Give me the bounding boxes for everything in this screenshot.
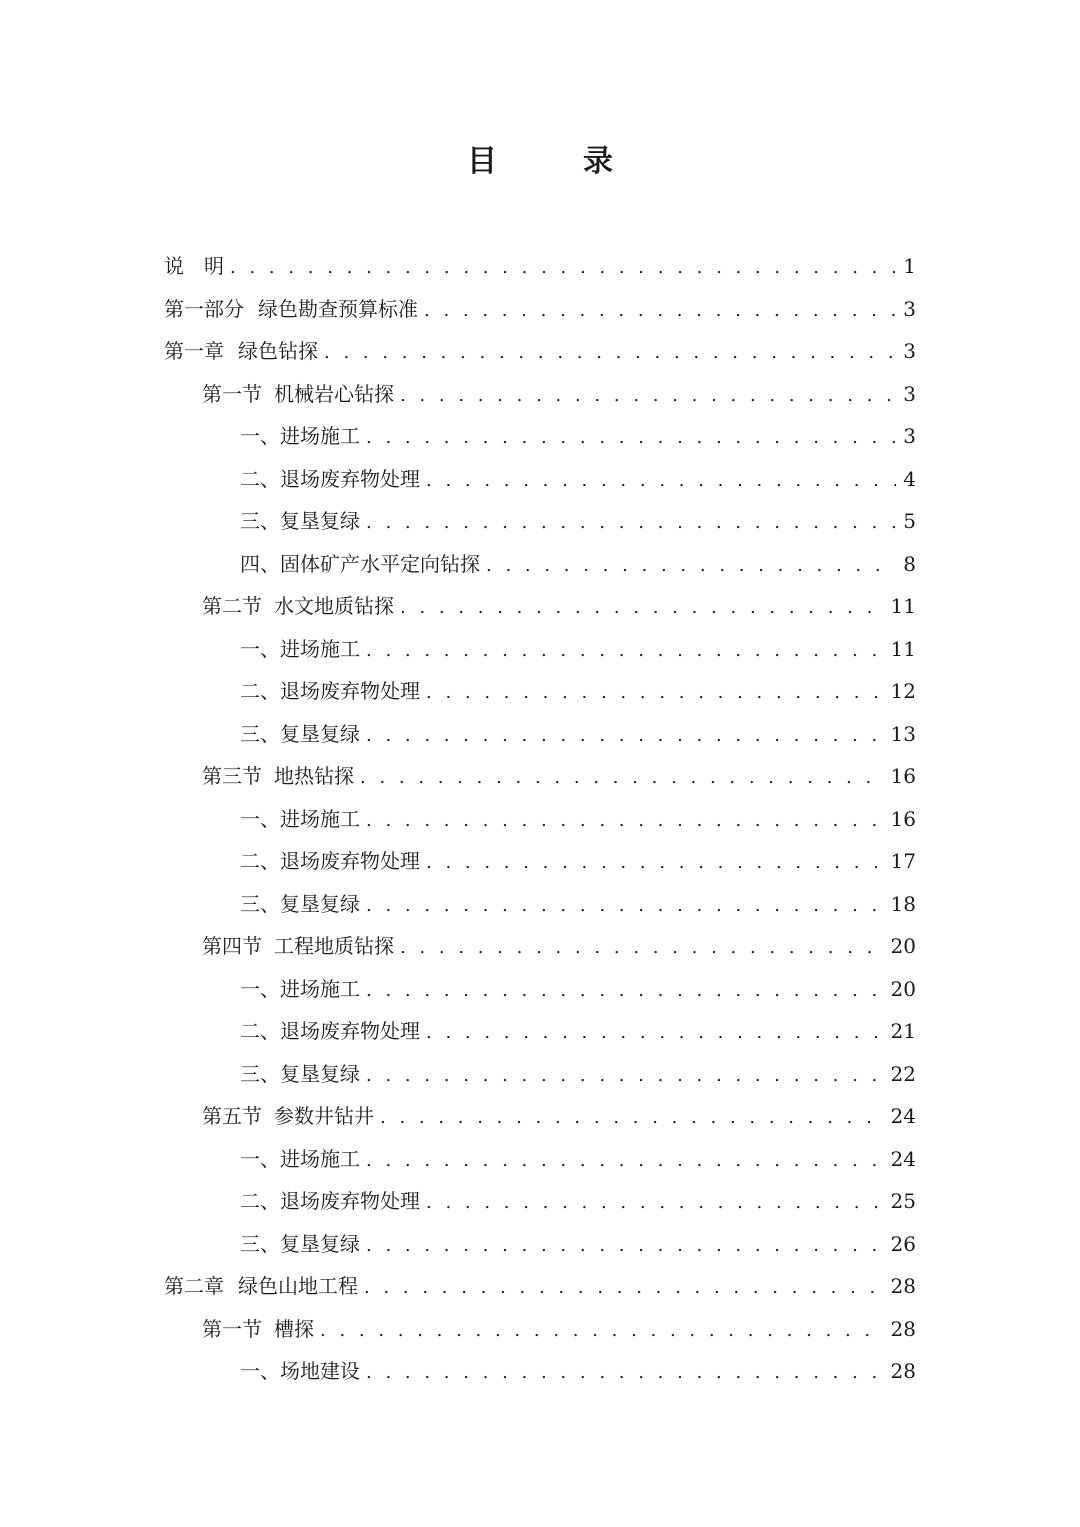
- toc-entry[interactable]: [164, 585, 916, 628]
- dot-leader: [400, 927, 885, 970]
- toc-entry-title: 槽探: [274, 1316, 314, 1341]
- toc-entry[interactable]: [164, 713, 916, 756]
- dot-leader: [380, 1097, 885, 1140]
- toc-entry-title: 水文地质钻探: [274, 594, 394, 618]
- toc-entry-number: 第一节: [202, 1316, 262, 1341]
- dot-leader: [400, 587, 885, 630]
- toc-entry-title: 绿色山地工程: [238, 1274, 358, 1298]
- toc-entry-page: 24: [890, 1146, 916, 1171]
- dot-leader: [426, 460, 896, 503]
- toc-entry-number: 二、: [240, 679, 280, 703]
- toc-entry-title: 绿色钻探: [238, 339, 318, 363]
- toc-entry-page: 1: [903, 254, 916, 278]
- toc-entry-page: 16: [890, 806, 916, 831]
- toc-entry-title: 退场废弃物处理: [280, 466, 420, 491]
- dot-leader: [366, 1055, 885, 1098]
- toc-entry-title: 进场施工: [280, 1146, 360, 1171]
- toc-entry-number: 第五节: [202, 1104, 262, 1128]
- toc-entry-title: 退场废弃物处理: [280, 679, 420, 703]
- toc-entry-title: 机械岩心钻探: [274, 381, 394, 406]
- toc-entry[interactable]: [164, 670, 916, 713]
- toc-entry-title: 复垦复绿: [280, 891, 360, 916]
- toc-entry[interactable]: [164, 288, 916, 331]
- toc-entry-title: 复垦复绿: [280, 1231, 360, 1256]
- dot-leader: [366, 715, 885, 758]
- toc-entry-page: 11: [890, 594, 916, 618]
- dot-leader: [426, 842, 885, 885]
- toc-entry-page: 4: [903, 466, 916, 491]
- toc-entry-number: 三、: [240, 1231, 280, 1256]
- toc-entry-number: 三、: [240, 891, 280, 916]
- toc-entry[interactable]: [164, 1180, 916, 1223]
- toc-entry[interactable]: [164, 1010, 916, 1053]
- dot-leader: [400, 375, 896, 418]
- toc-entry-number: 一、: [240, 424, 280, 448]
- toc-entry-title: 进场施工: [280, 424, 360, 448]
- toc-entry-title: 进场施工: [280, 636, 360, 661]
- toc-entry-number: 第四节: [202, 934, 262, 958]
- toc-entry-title: 复垦复绿: [280, 1061, 360, 1086]
- toc-entry-page: 13: [890, 721, 916, 746]
- toc-entry-page: 18: [890, 891, 916, 916]
- toc-entry[interactable]: [164, 458, 916, 501]
- toc-entry-number: 第二节: [202, 594, 262, 618]
- toc-entry-number: 第三节: [202, 764, 262, 788]
- toc-entry[interactable]: [164, 1095, 916, 1138]
- toc-entry-title: 复垦复绿: [280, 721, 360, 746]
- toc-entry-page: 8: [903, 551, 916, 576]
- toc-entry-page: 28: [890, 1316, 916, 1341]
- dot-leader: [366, 1352, 885, 1395]
- toc-entry-title: 地热钻探: [274, 764, 354, 788]
- toc-entry-page: 22: [890, 1061, 916, 1086]
- toc-entry[interactable]: [164, 1308, 916, 1351]
- toc-entry-title: 退场废弃物处理: [280, 1189, 420, 1213]
- dot-leader: [426, 1182, 885, 1225]
- toc-entry[interactable]: [164, 500, 916, 543]
- toc-entry[interactable]: [164, 883, 916, 926]
- dot-leader: [360, 757, 885, 800]
- toc-entry-page: 26: [890, 1231, 916, 1256]
- page-title: 目 录: [467, 144, 641, 179]
- toc-entry-title: 参数井钻井: [274, 1104, 374, 1128]
- dot-leader: [366, 1225, 885, 1268]
- toc-entry-number: 四、: [240, 551, 280, 576]
- dot-leader: [426, 672, 885, 715]
- toc-entry-number: 三、: [240, 509, 280, 533]
- dot-leader: [366, 800, 885, 843]
- toc-entry-number: 二、: [240, 466, 280, 491]
- toc-entry-page: 5: [903, 509, 916, 533]
- toc-entry-title: 工程地质钻探: [274, 934, 394, 958]
- toc-entry-page: 21: [890, 1019, 916, 1043]
- toc-entry-page: 16: [890, 764, 916, 788]
- toc-entry-title: 退场废弃物处理: [280, 849, 420, 873]
- toc-entry-page: 3: [903, 381, 916, 406]
- toc-entry-number: 一、: [240, 1359, 280, 1383]
- toc-entry[interactable]: [164, 543, 916, 586]
- dot-leader: [366, 630, 885, 673]
- toc-entry-title: 说 明: [164, 254, 224, 278]
- toc-entry-number: 第一节: [202, 381, 262, 406]
- toc-entry-title: 绿色勘查预算标准: [258, 296, 418, 321]
- toc-entry-number: 二、: [240, 849, 280, 873]
- dot-leader: [230, 247, 896, 290]
- toc-entry-number: 三、: [240, 1061, 280, 1086]
- toc-entry-number: 一、: [240, 806, 280, 831]
- toc-entry[interactable]: [164, 628, 916, 671]
- toc-entry[interactable]: [164, 1223, 916, 1266]
- toc-entry-page: 20: [890, 976, 916, 1001]
- toc-entry[interactable]: [164, 1265, 916, 1308]
- toc-entry-number: 一、: [240, 636, 280, 661]
- toc-entry-title: 进场施工: [280, 806, 360, 831]
- toc-entry-number: 一、: [240, 1146, 280, 1171]
- dot-leader: [366, 885, 885, 928]
- dot-leader: [364, 1267, 885, 1310]
- toc-entry[interactable]: [164, 245, 916, 288]
- toc-entry-title: 场地建设: [280, 1359, 360, 1383]
- dot-leader: [426, 1012, 885, 1055]
- toc-entry-page: 12: [890, 679, 916, 703]
- toc-entry-page: 17: [890, 849, 916, 873]
- toc-entry-page: 11: [890, 636, 916, 661]
- toc-entry-page: 28: [890, 1359, 916, 1383]
- toc-entry[interactable]: [164, 373, 916, 416]
- dot-leader: [486, 545, 896, 588]
- toc-entry-page: 3: [903, 424, 916, 448]
- toc-entry[interactable]: [164, 1138, 916, 1181]
- toc-entry[interactable]: [164, 925, 916, 968]
- toc-entry[interactable]: [164, 755, 916, 798]
- dot-leader: [366, 417, 896, 460]
- toc-entry[interactable]: [164, 968, 916, 1011]
- dot-leader: [366, 970, 885, 1013]
- toc-entry-number: 二、: [240, 1019, 280, 1043]
- table-of-contents: [164, 245, 916, 1393]
- toc-entry[interactable]: [164, 840, 916, 883]
- toc-entry-page: 20: [890, 934, 916, 958]
- toc-entry-number: 二、: [240, 1189, 280, 1213]
- toc-entry-page: 3: [903, 296, 916, 321]
- dot-leader: [424, 290, 896, 333]
- toc-entry-page: 24: [890, 1104, 916, 1128]
- toc-entry[interactable]: [164, 1053, 916, 1096]
- toc-entry[interactable]: [164, 1350, 916, 1393]
- dot-leader: [366, 502, 896, 545]
- toc-entry-number: 第一部分: [164, 296, 244, 321]
- toc-entry-page: 3: [903, 339, 916, 363]
- toc-entry[interactable]: [164, 330, 916, 373]
- toc-entry-number: 第二章: [164, 1274, 224, 1298]
- toc-entry-title: 固体矿产水平定向钻探: [280, 551, 480, 576]
- dot-leader: [324, 332, 896, 375]
- toc-entry[interactable]: [164, 798, 916, 841]
- dot-leader: [320, 1310, 885, 1353]
- dot-leader: [366, 1140, 885, 1183]
- toc-entry-number: 一、: [240, 976, 280, 1001]
- toc-entry-page: 25: [890, 1189, 916, 1213]
- toc-entry-number: 三、: [240, 721, 280, 746]
- toc-entry-title: 退场废弃物处理: [280, 1019, 420, 1043]
- toc-entry-title: 复垦复绿: [280, 509, 360, 533]
- toc-entry-number: 第一章: [164, 339, 224, 363]
- toc-entry-page: 28: [890, 1274, 916, 1298]
- toc-entry-title: 进场施工: [280, 976, 360, 1001]
- toc-entry[interactable]: [164, 415, 916, 458]
